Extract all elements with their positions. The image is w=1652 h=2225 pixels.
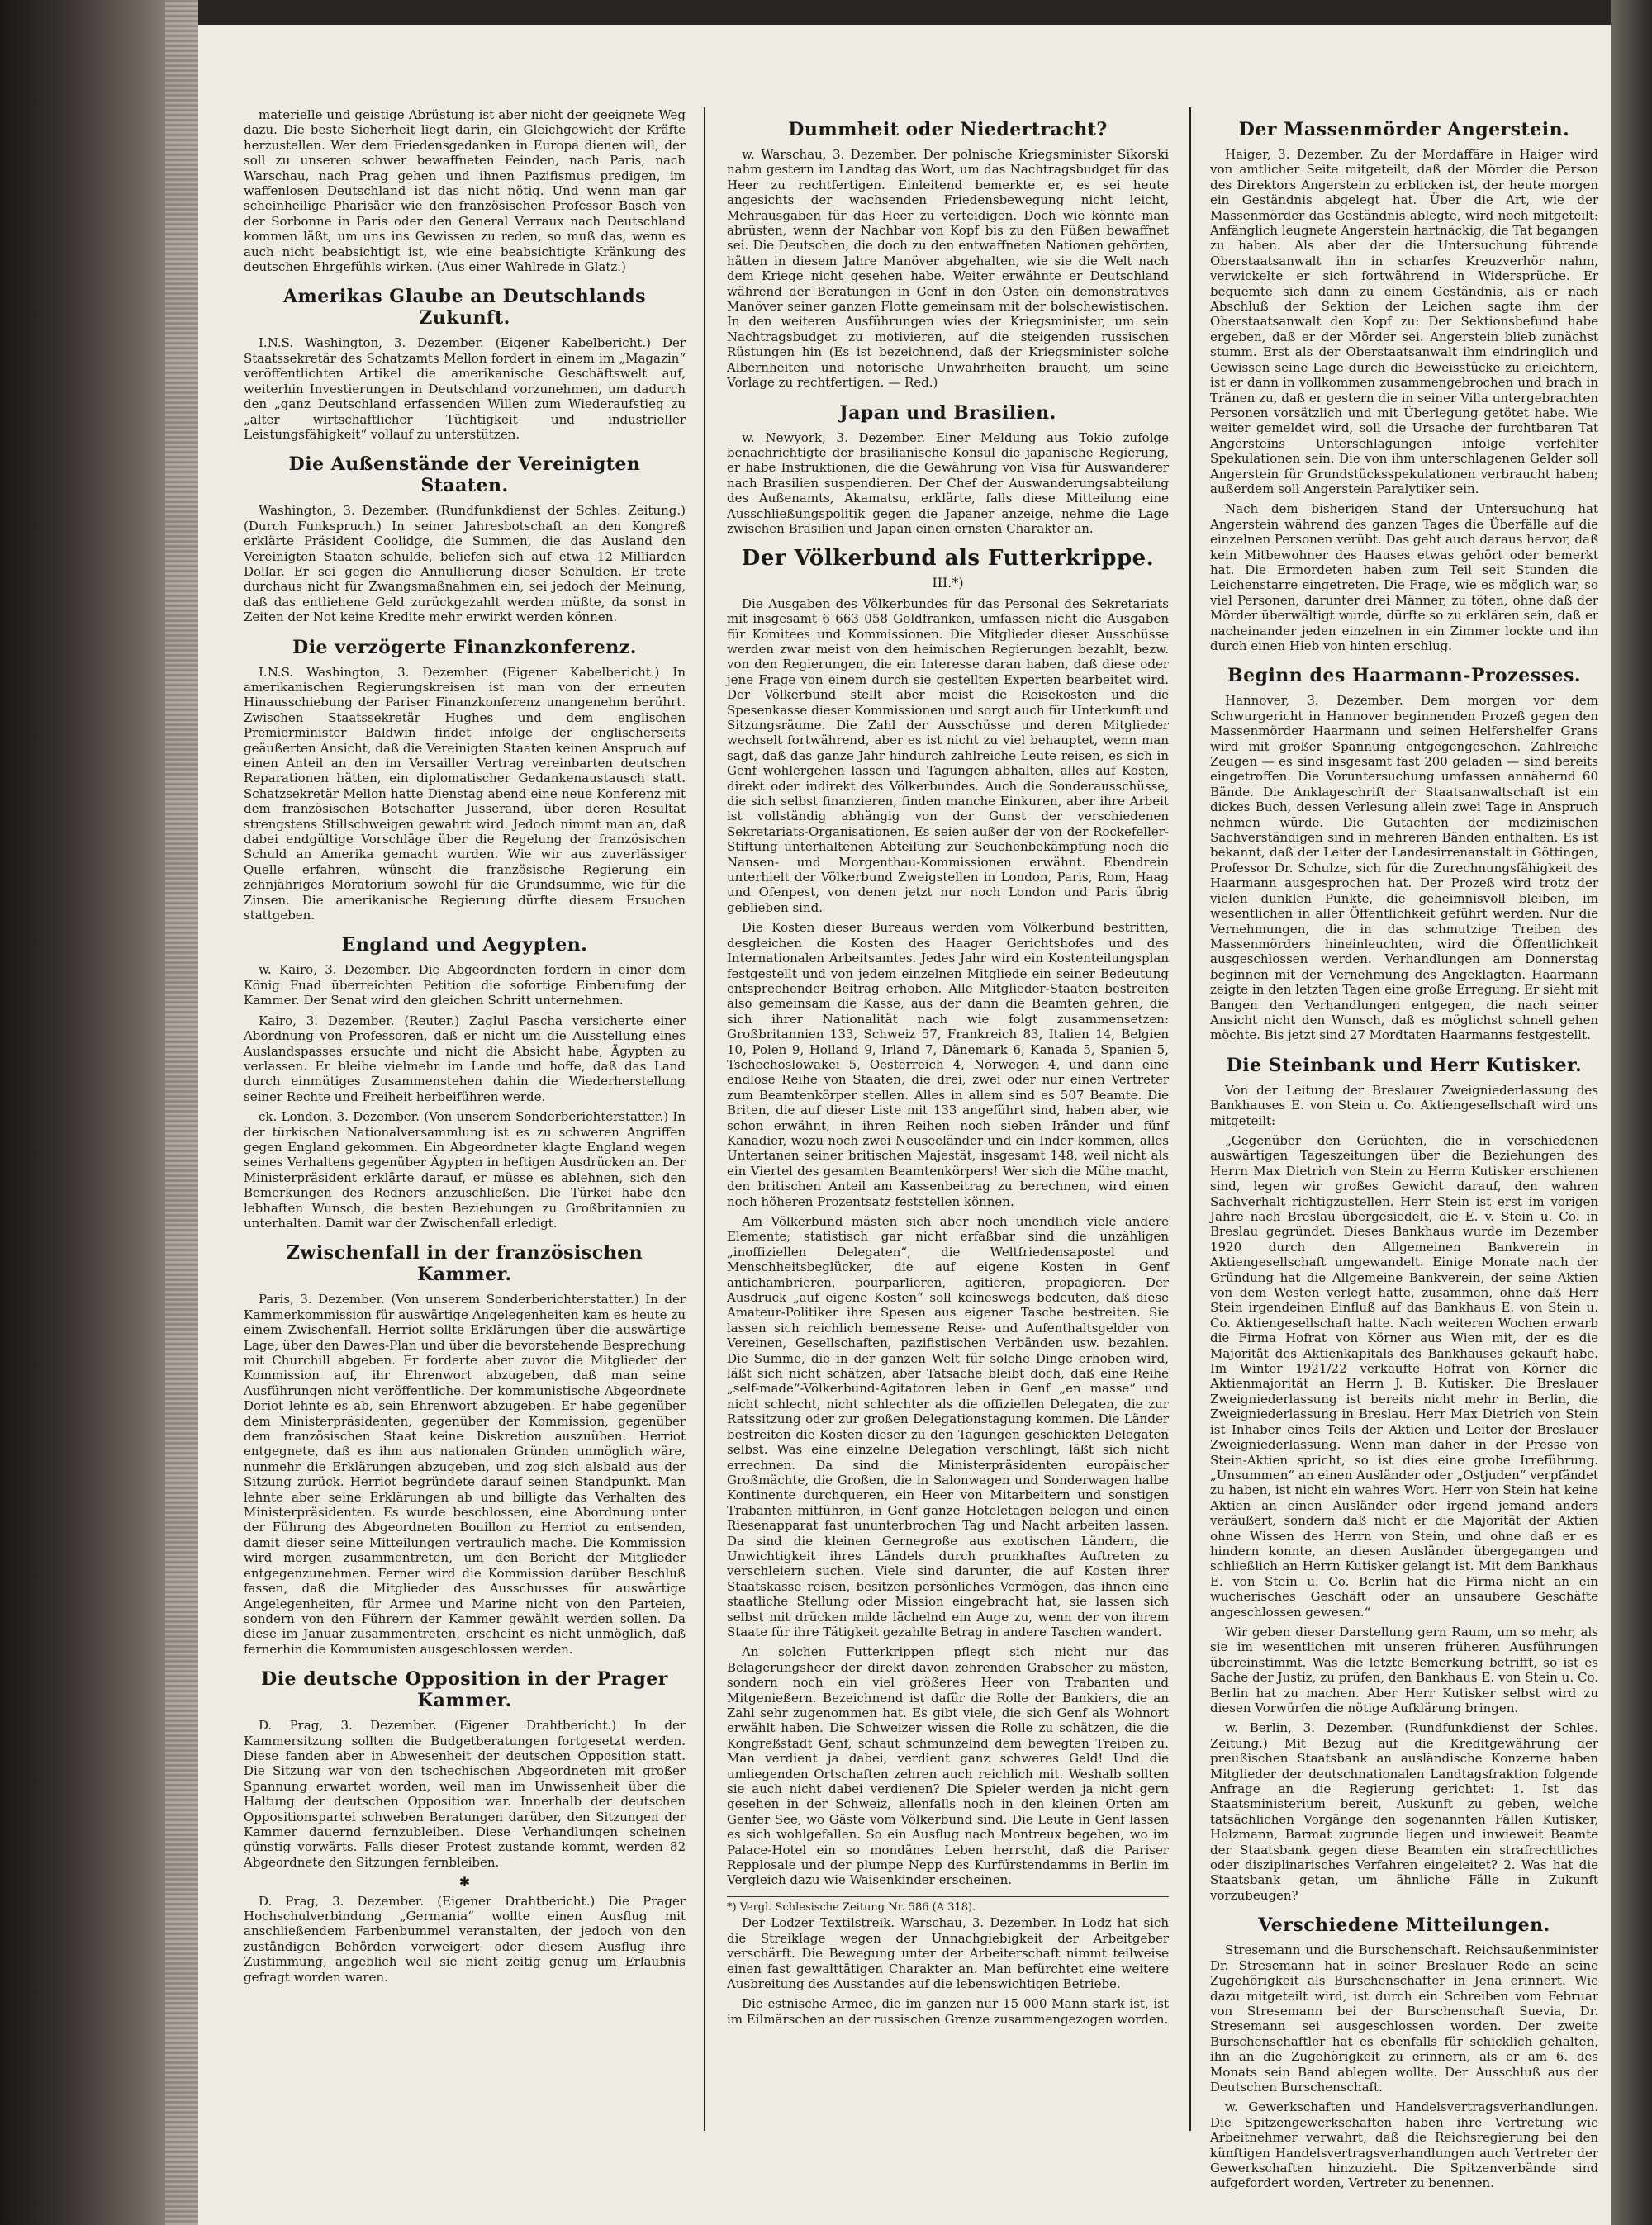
headline: Die deutsche Opposition in der Prager Kammer. — [261, 1668, 668, 1712]
article-text: D. Prag, 3. Dezember. (Eigener Drahtbericht.) Die Prager Hochschulverbindung „Germania“ wollte einen Ausflug mit anschließendem Farbenbummel veranstalten, der jedoch von den zuständigen Behörden verweigert oder diesem Ausflug ihre Zustimmung, angeblich weil sie nicht zeitig genug um Erlaubnis gefragt worden waren. — [244, 1893, 686, 1985]
headline: Der Massenmörder Angerstein. — [1238, 119, 1570, 140]
page-edges — [165, 0, 198, 2225]
headline: Beginn des Haarmann-Prozesses. — [1227, 665, 1582, 687]
article-text: Die Ausgaben des Völkerbundes für das Personal des Sekretariats mit insgesamt 6 663 058 Goldfranken, umfassen nicht die Ausgaben für Komitees und Kommissionen. Die Mitglieder dieser Ausschüsse werden zwar meist von den heimischen Regierungen bezahlt, bezw. von den Regierungen, die ein Interesse daran haben, daß diese oder jene Frage von einem durch sie gestellten Experten bearbeitet wird. Der Völkerbund stellt aber meist die Reisekosten und die Spesenkasse dieser Kommissionen und sorgt auch für Unterkunft und Sitzungsräume. Die Zahl der Ausschüsse und deren Mitglieder wechselt fortwährend, aber es ist nicht zu viel behauptet, wenn man sagt, daß das ganze Jahr hindurch zahlreiche Leute reisen, es sich in Genf wohlergehen lassen und Tagungen abhalten, alles auf Kosten, direkt oder indirekt des Völkerbundes. Auch die Sonderausschüsse, die sich selbst finanzieren, finden manche Einkuren, aber ihre Arbeit ist vollständig abhängig von der Gunst der verschiedenen Sekretariats-Organisationen. Es seien außer der von der Rockefeller-Stiftung unterhaltenen Abteilung zur Seuchenbekämpfung noch die Nansen- und Morgenthau-Kommissionen erwähnt. Ebendrein unterhielt der Völkerbund Zweigstellen in London, Paris, Rom, Haag und Ofenpest, von denen jetzt nur noch London und Paris übrig geblieben sind. — [727, 595, 1169, 915]
separator-mark: ✱ — [458, 1874, 471, 1891]
subheadline: III.*) — [932, 575, 964, 591]
article-text: w. Warschau, 3. Dezember. Der polnische Kriegsminister Sikorski nahm gestern im Landtag das Wort, um das Nachtragsbudget für das Heer zu rechtfertigen. Einleitend bemerkte er, es sei heute angesichts der wachsenden Friedensbewegung nicht leicht, Mehrausgaben für das Heer zu verteidigen. Doch wie könnte man abrüsten, wenn der Nachbar von Kopf bis zu den Füßen bewaffnet sei. Die Deutschen, die doch zu den entwaffneten Nationen gehörten, hätten in diesem Jahre Manöver abgehalten, wie sie die Welt nach dem Kriege nicht gesehen habe. Weiter erwähnte er Deutschland während der Beratungen in Genf in den Osten ein demonstratives Manöver seiner ganzen Flotte gemeinsam mit der bolschewistischen. In den weiteren Ausführungen wies der Kriegsminister, um sein Nachtragsbudget zu motivieren, auf die steigenden russischen Rüstungen hin (Es ist bezeichnend, daß der Kriegsminister solche Albernheiten und notorische Unwahrheiten braucht, um seine Vorlage zu rechtfertigen. — Red.) — [727, 147, 1169, 391]
footnote: *) Vergl. Schlesische Zeitung Nr. 586 (A 318). — [727, 1896, 1169, 1915]
article-text: Kairo, 3. Dezember. (Reuter.) Zaglul Pascha versicherte einer Abordnung von Professoren, daß er nicht um die Ausstellung eines Auslandspasses ersuchte und nicht die Absicht habe, Ägypten zu verlassen. Er bleibe vielmehr im Lande und hoffe, daß das Land durch einmütiges Zusammenstehen dahin die Wiederherstellung seiner Rechte und Freiheit herbeiführen werde. — [244, 1013, 686, 1104]
headline: England und Aegypten. — [341, 934, 588, 956]
article-text: materielle und geistige Abrüstung ist aber nicht der geeignete Weg dazu. Die beste Sicherheit liegt darin, ein Gleichgewicht der Kräfte herzustellen. Wer dem Friedensgedanken in Europa dienen will, der soll zu unseren schwer bewaffneten Feinden, nach Paris, nach Warschau, nach Prag gehen und ihnen Pazifismus predigen, im waffenlosen Deutschland ist das nicht nötig. Und wenn man gar scheinheilige Pharisäer wie den französischen Professor Basch von der Sorbonne in Paris oder den General Verraux nach Deutschland kommen läßt, um uns ins Gewissen zu reden, so muß das, wenn es auch nicht beabsichtigt ist, wie eine beabsichtigte Kränkung des deutschen Ehrgefühls wirken. (Aus einer Wahlrede in Glatz.) — [244, 107, 686, 275]
article-text: I.N.S. Washington, 3. Dezember. (Eigener Kabelbericht.) Der Staatssekretär des Schatzamts Mellon fordert in einem im „Magazin“ veröffentlichten Artikel die amerikanische Geschäftswelt auf, weiterhin Investierungen in Deutschland vorzunehmen, um dadurch den „ganz Deutschland erfassenden Willen zum Wiederaufstieg zu „alter wirtschaftlicher Tüchtigkeit und industrieller Leistungsfähigkeit“ vollauf zu unterstützen. — [244, 335, 686, 442]
headline: Der Völkerbund als Futterkrippe. — [741, 546, 1155, 572]
article-text: Stresemann und die Burschenschaft. Reichsaußenminister Dr. Stresemann hat in seiner Breslauer Rede an seine Zugehörigkeit als Burschenschafter in Jena erinnert. Wie dazu mitgeteilt wird, ist durch ein Schreiben vom Februar von Stresemann bei der Burschenschaft Suevia, Dr. Stresemann sei ausgeschlossen worden. Der zweite Burschenschaftler hat es ebenfalls für schicklich gehalten, ihn an die Zugehörigkeit zu erinnern, als er am 6. des Monats sein Band ablegen wollte. Der Ausschluß aus der Deutschen Burschenschaft. — [1210, 1943, 1598, 2095]
article-text: Washington, 3. Dezember. (Rundfunkdienst der Schles. Zeitung.) (Durch Funkspruch.) In seiner Jahresbotschaft an den Kongreß erklärte Präsident Coolidge, die Summen, die das Ausland den Vereinigten Staaten schulde, beliefen sich auf etwa 12 Milliarden Dollar. Er sei gegen die Annullierung dieser Schulden. Er trete durchaus nicht für Zwangsmaßnahmen ein, sei jedoch der Meinung, daß das entliehene Geld zurückgezahlt werden müßte, da sonst in Zeiten der Not keine Kredite mehr erwirkt werden können. — [244, 503, 686, 625]
article-text: I.N.S. Washington, 3. Dezember. (Eigener Kabelbericht.) In amerikanischen Regierungskreisen ist man von der erneuten Hinausschiebung der Pariser Finanzkonferenz unangenehm berührt. Zwischen Staatssekretär Hughes und dem englischen Premierminister Baldwin findet infolge der englischerseits geäußerten Ansicht, daß die Vereinigten Staaten keinen Anspruch auf einen Anteil an den im Versailler Vertrag vereinbarten deutschen Reparationen hätten, ein diplomatischer Gedankenaustausch statt. Schatzsekretär Mellon hatte Dienstag abend eine neue Konferenz mit dem französischen Botschafter Jusserand, über deren Resultat strengstens Stillschweigen gewahrt wird. Jedoch nimmt man an, daß dabei endgültige Vorschläge über die Regelung der französischen Schuld an Amerika gemacht wurden. Wie wir aus zuverlässiger Quelle erfahren, wünscht die französische Regierung ein zehnjähriges Moratorium sowohl für die Grundsumme, wie für die Zinsen. Die amerikanische Regierung dürfte diesem Ersuchen stattgeben. — [244, 664, 686, 923]
article-text: w. Gewerkschaften und Handelsvertragsverhandlungen. Die Spitzengewerkschaften haben ihre Vertretung wie Arbeitnehmer verwahrt, daß die Reichsregierung bei den künftigen Handelsvertragsverhandlungen auch Vertreter der Gewerkschaften hinzuzieht. Die Spitzenverbände sind aufgefordert worden, Vertreter zu benennen. — [1210, 2099, 1598, 2191]
article-text: D. Prag, 3. Dezember. (Eigener Drahtbericht.) In der Kammersitzung sollten die Budgetberatungen fortgesetzt werden. Diese fanden aber in Abwesenheit der deutschen Opposition statt. Die Sitzung war von den tschechischen Abgeordneten mit großer Spannung erwartet worden, weil man im Unwissenheit über die Haltung der deutschen Opposition war. Innerhalb der deutschen Oppositionspartei schweben Beratungen darüber, den Sitzungen der Kammer dauernd fernzubleiben. Diese Verhandlungen scheinen günstig vorwärts. Falls dieser Protest zustande kommt, werden 82 Abgeordnete den Sitzungen fernbleiben. — [244, 1718, 686, 1870]
article-text: Die estnische Armee, die im ganzen nur 15 000 Mann stark ist, ist im Eilmärschen an der russischen Grenze zusammengezogen worden. — [727, 1996, 1169, 2027]
article-text: Wir geben dieser Darstellung gern Raum, um so mehr, als sie im wesentlichen mit unseren früheren Ausführungen übereinstimmt. Was die letzte Bemerkung betrifft, so ist es Sache der Justiz, zu prüfen, den Bankhaus E. von Stein u. Co. Berlin hat zu machen. Aber Herr Kutisker selbst wird zu diesen Vorwürfen die nötige Aufklärung bringen. — [1210, 1624, 1598, 1715]
headline: Amerikas Glaube an Deutschlands Zukunft. — [282, 286, 647, 330]
article-text: Hannover, 3. Dezember. Dem morgen vor dem Schwurgericht in Hannover beginnenden Prozeß gegen den Massenmörder Haarmann und seinen Helfershelfer Grans wird mit großer Spannung entgegengesehen. Zahlreiche Zeugen — es sind insgesamt fast 200 geladen — sind bereits eingetroffen. Die Voruntersuchung umfassen annähernd 60 Bände. Die Anklageschrift der Staatsanwaltschaft ist ein dickes Buch, dessen Verlesung allein zwei Tage in Anspruch nehmen würde. Die Gutachten der medizinischen Sachverständigen sind in mehreren Bänden enthalten. Es ist bekannt, daß der Leiter der Landesirrenanstalt in Göttingen, Professor Dr. Schulze, sich für die Zurechnungsfähigkeit des Haarmann ausgesprochen hat. Der Prozeß wird trotz der vielen dunklen Punkte, die geheimnisvoll bleiben, im wesentlichen in aller Öffentlichkeit geführt werden. Nur die Vernehmungen, die in das schmutzige Treiben des Massenmörders hineinleuchten, wird die Öffentlichkeit ausgeschlossen werden. Verhandlungen am Donnerstag beginnen mit der Vernehmung des Angeklagten. Haarmann zeigte in den letzten Tagen eine große Erregung. Er sieht mit Bangen den Verhandlungen entgegen, die nach seiner Ansicht nicht den Wunsch, daß es möglichst schnell gehen möchte. Bis jetzt sind 27 Mordtaten Haarmanns festgestellt. — [1210, 693, 1598, 1043]
article-text: Am Völkerbund mästen sich aber noch unendlich viele andere Elemente; statistisch gar nicht erfaßbar sind die unzähligen „inoffiziellen Delegaten“, die Weltfriedensapostel und Menschheitsbeglücker, die auf eigene Kosten in Genf antichambrieren, pourparlieren, agitieren, propagieren. Der Ausdruck „auf eigene Kosten“ soll keineswegs bedeuten, daß diese Amateur-Politiker ihre Spesen aus eigener Tasche bestreiten. Sie lassen sich reichlich bemessene Reise- und Aufenthaltsgelder von Vereinen, Gesellschaften, pazifistischen Verbänden usw. bezahlen. Die Summe, die in der ganzen Welt für solche Dinge erhoben wird, läßt sich nicht schätzen, aber Tatsache bleibt doch, daß eine Reihe „self-made“-Völkerbund-Agitatoren leben in Genf „en masse“ und nicht schlecht, nicht schlechter als die offiziellen Delegaten, die zur Ratssitzung oder zur großen Delegationstagung kommen. Die Länder bestreiten die Kosten dieser zu den Tagungen geschickten Delegaten selbst. Was eine einzelne Delegation verschlingt, läßt sich nicht errechnen. Da sind die Ministerpräsidenten europäischer Großmächte, die Großen, die in Salonwagen und Sonderwagen halbe Kontinente durchqueren, ein Heer von Mitarbeitern und sonstigen Trabanten mitführen, in Genf ganze Hoteletagen belegen und einen Riesenapparat fast ununterbrochen Tag und Nacht arbeiten lassen. Da sind die kleinen Gernegroße aus exotischen Ländern, die Unwichtigkeit ihres Ländels durch prunkhaftes Auftreten zu verschleiern suchen. Viele sind darunter, die auf Kosten ihrer Staatskasse reisen, besitzen persönliches Vermögen, das ihnen eine staatliche Stellung oder Mission eingebracht hat, sie lassen sich selbst mit drücken milde lächelnd ein Auge zu, wenn der von ihrem Staate für ihre Tätigkeit gezahlte Betrag in andere Taschen wandert. — [727, 1214, 1169, 1639]
column-rule — [1189, 107, 1191, 2131]
headline: Verschiedene Mitteilungen. — [1258, 1914, 1550, 1937]
article-text: w. Kairo, 3. Dezember. Die Abgeordneten fordern in einer dem König Fuad überreichten Petition die sofortige Einberufung der Kammer. Der Senat wird den gleichen Schritt unternehmen. — [244, 962, 686, 1008]
facing-page-shadow — [1611, 0, 1652, 2225]
article-text: ck. London, 3. Dezember. (Von unserem Sonderberichterstatter.) In der türkischen Nationalversammlung ist es zu schweren Angriffen gegen England gekommen. Ein Abgeordneter klagte England wegen seines Verhaltens gegenüber Ägypten in heftigen Ausdrücken an. Der Ministerpräsident erklärte darauf, er müsse es ablehnen, sich den Bemerkungen des Redners anzuschließen. Die Türkei habe den lebhaften Wunsch, die besten Beziehungen zu Großbritannien zu unterhalten. Damit war der Zwischenfall erledigt. — [244, 1109, 686, 1231]
headline: Die verzögerte Finanzkonferenz. — [292, 636, 637, 658]
column-3 — [1210, 107, 1598, 2191]
column-2 — [727, 107, 1169, 2131]
headline: Zwischenfall in der französischen Kammer. — [286, 1242, 643, 1286]
article-text: Haiger, 3. Dezember. Zu der Mordaffäre in Haiger wird von amtlicher Seite mitgeteilt, daß der Mörder die Person des Direktors Angerstein zu erblicken ist, der heute morgen ein Geständnis abgelegt hat. Über die Art, wie der Massenmörder das Geständnis ablegte, wird noch mitgeteilt: Anfänglich leugnete Angerstein hartnäckig, die Tat begangen zu haben. Als aber der die Untersuchung führende Oberstaatsanwalt ihn in scharfes Kreuzverhör nahm, verwickelte er sich fortwährend in Widersprüche. Er bequemte sich dann zu einem Geständnis, als er nach Abschluß der Sektion der Leichen sagte ihm der Oberstaatsanwalt den Kopf zu: Der Sektionsbefund habe ergeben, daß er der Mörder sei. Angerstein blieb zunächst stumm. Erst als der Oberstaatsanwalt ihm eindringlich und Gewissen seine Lage durch die Beweisstücke zu erleichtern, ist er dann in vollkommen zusammengebrochen und brach in Tränen zu, daß er gestern die in seiner Villa untergebrachten Personen vorsätzlich und mit Überlegung getötet habe. Wie weiter gemeldet wird, soll die Ursache der furchtbaren Tat Angersteins Unterschlagungen infolge verfehlter Spekulationen sein. Die von ihm unterschlagenen Gelder soll Angerstein für Grundstücksspekulationen verbraucht haben; außerdem soll Angerstein Paralytiker sein. — [1210, 147, 1598, 496]
headline: Dummheit oder Niedertracht? — [788, 119, 1108, 140]
headline: Die Steinbank und Herr Kutisker. — [1226, 1054, 1583, 1076]
article-text: Paris, 3. Dezember. (Von unserem Sonderberichterstatter.) In der Kammerkommission für auswärtige Angelegenheiten kam es heute zu einem Zwischenfall. Herriot sollte Erklärungen über die auswärtige Lage, über den Dawes-Plan und über die bevorstehende Besprechung mit Churchill abgeben. Er forderte aber zuvor die Mitglieder der Kommission auf, ihr Ehrenwort abzugeben, daß man seine Ausführungen nicht veröffentliche. Der kommunistische Abgeordnete Doriot lehnte es ab, sein Ehrenwort abzugeben. Er habe gegenüber dem Ministerpräsidenten, gegenüber der Kommission, gegenüber dem französischen Staat keine Diskretion auszuüben. Herriot entgegnete, daß es ihm aus nationalen Gründen unmöglich wäre, nunmehr die Erklärungen abzugeben, und zog sich alsbald aus der Sitzung zurück. Herriot begründete darauf seinen Standpunkt. Man lehnte aber seine Erklärungen ab und billigte das Verhalten des Ministerpräsidenten. Es wurde beschlossen, eine Abordnung unter der Führung des Abgeordneten Bouillon zu Herriot zu entsenden, damit dieser seine Mitteilungen vertraulich mache. Die Kommission wird morgen zusammentreten, um den Bericht der Mitglieder entgegenzunehmen. Ferner wird die Kommission darüber Beschluß fassen, daß die Mitglieder des Ausschusses für auswärtige Angelegenheiten, für Armee und Marine nicht von den Parteien, sondern von den Führern der Kammer gewählt werden sollen. Da diese im Januar zusammentreten, erscheint es nicht unmöglich, daß fernerhin die Kommunisten ausgeschlossen werden. — [244, 1292, 686, 1657]
column-1 — [244, 107, 686, 2131]
article-text: Die Kosten dieser Bureaus werden vom Völkerbund bestritten, desgleichen die Kosten des Haager Gerichtshofes und des Internationalen Arbeitsamtes. Jedes Jahr wird ein Kostenteilungsplan festgestellt und von jedem einzelnen Mitgliede ein seiner Bedeutung entsprechender Beitrag erhoben. Alle Mitglieder-Staaten bestreiten also gemeinsam die Kasse, aus der dann die Beamten gehren, die sich ihrer Nationalität nach wie folgt zusammensetzen: Großbritannien 133, Schweiz 57, Frankreich 83, Italien 14, Belgien 10, Polen 9, Holland 9, Irland 7, Dänemark 6, Kanada 5, Spanien 5, Tschechoslowakei 5, Oesterreich 4, Norwegen 4, und dann eine endlose Reihe von Staaten, die drei, zwei oder nur einen Vertreter zum Beamtenkörper stellen. Alles in allem sind es 507 Beamte. Die Briten, die auf dieser Liste mit 133 angeführt sind, haben aber, wie schon erwähnt, in ihren Reihen noch sieben Iränder und fünf Kanadier, wozu noch zwei Neuseeländer und ein Inder kommen, alles Untertanen seiner britischen Majestät, insgesamt 148, weil nicht als ein Viertel des gesamten Beamtenkörpers! Wer sich die Mühe macht, den britischen Anteil am Kassenbeitrag zu berechnen, wird einen noch höheren Prozentsatz feststellen können. — [727, 920, 1169, 1209]
newspaper-page — [198, 25, 1611, 2225]
article-text: Der Lodzer Textilstreik. Warschau, 3. Dezember. In Lodz hat sich die Streiklage wegen der Unnachgiebigkeit der Arbeitgeber verschärft. Die Bewegung unter der Arbeiterschaft nimmt teilweise einen fast gewalttätigen Charakter an. Man befürchtet eine weitere Ausbreitung des Ausstandes auf die lebenswichtigen Betriebe. — [727, 1915, 1169, 1991]
article-text: „Gegenüber den Gerüchten, die in verschiedenen auswärtigen Tageszeitungen über die Beziehungen des Herrn Max Dietrich von Stein zu Herrn Kutisker erschienen sind, legen wir großes Gewicht darauf, den wahren Sachverhalt richtigzustellen. Herr Stein ist erst im vorigen Jahre nach Breslau übergesiedelt, die E. v. Stein u. Co. in Breslau gegründet. Dieses Bankhaus wurde im Dezember 1920 durch den Allgemeinen Bankverein in Aktiengesellschaft umgewandelt. Einige Monate nach der Gründung hat die Allgemeine Bankverein, der seine Aktien von dem Westen verlegt hatte, zusammen, ohne daß Herr Stein irgendeinen Einfluß auf das Bankhaus E. von Stein u. Co. Aktiengesellschaft hatte. Nach weiteren Wochen erwarb die Firma Hofrat von Körner aus Wien mit, der es die Majorität des Aktienkapitals des Bankhauses gekauft habe. Im Winter 1921/22 verkaufte Hofrat von Körner die Aktienmajorität an Herrn J. B. Kutisker. Die Breslauer Zweigniederlassung ist bereits nicht mehr in Berlin, die Zweigniederlassung in Breslau. Herr Max Dietrich von Stein ist Inhaber eines Teils der Aktien und Leiter der Breslauer Zweigniederlassung. Wenn man daher in der Presse von Stein-Aktien spricht, so ist dies eine grobe Irreführung. „Unsummen“ an einen Ausländer oder „Ostjuden“ verpfändet zu haben, ist nicht ein wahres Wort. Herr von Stein hat keine Aktien an einen Ausländer oder irgend jemand anders veräußert, sondern daß nicht er die Majorität der Aktien ohne Wissen des Herrn von Stein, und ohne daß er es hindern konnte, an diesen Ausländer übergegangen und schließlich an Herrn Kutisker gelangt ist. Mit dem Bankhaus E. von Stein u. Co. Berlin hat die Firma nicht an ein wucherisches Geschäft oder an unsaubere Geschäfte angeschlossen gewesen.“ — [1210, 1132, 1598, 1620]
article-text: An solchen Futterkrippen pflegt sich nicht nur das Belagerungsheer der direkt davon zehrenden Grabscher zu mästen, sondern noch ein viel größeres Heer von Trabanten und Mitgenießern. Bezeichnend ist dafür die Rolle der Bankiers, die an Zahl sehr zugenommen hat. Es gibt viele, die sich Genf als Wohnort erwählt haben. Die Schweizer wissen die Rolle zu schätzen, die die Kongreßstadt Genf, schaut schmunzelnd dem bewegten Treiben zu. Man verdient ja dabei, verdient ganz schweres Geld! Und die umliegenden Ortschaften zehren auch reichlich mit. Weshalb sollten sie auch nicht dabei verdienen? Die Spieler werden ja nicht gern gesehen in der Schweiz, allenfalls noch in den kleinen Orten am Genfer See, wo Gäste vom Völkerbund sind. Die Leute in Genf lassen es sich wohlgefallen. So ein Ausflug nach Montreux begeben, wo im Palace-Hotel ein so mondänes Leben herrscht, daß die Pariser Repplosale und der plumpe Nepp des Kurfürstendamms in Berlin im Vergleich dazu wie Waisenkinder erscheinen. — [727, 1644, 1169, 1888]
article-text: Von der Leitung der Breslauer Zweigniederlassung des Bankhauses E. von Stein u. Co. Aktiengesellschaft wird uns mitgeteilt: — [1210, 1082, 1598, 1128]
headline: Japan und Brasilien. — [839, 401, 1056, 424]
article-text: Nach dem bisherigen Stand der Untersuchung hat Angerstein während des ganzen Tages die Überfälle auf die einzelnen Personen verübt. Das geht auch daraus hervor, daß kein Mitbewohner des Hauses etwas gehört oder bemerkt hat. Die Ermordeten haben zum Teil seit Stunden die Leichenstarre eingetreten. Die Frage, wie es möglich war, so viel Personen, darunter drei Männer, zu töten, ohne daß der Mörder überwältigt wurde, dürfte so zu erklären sein, daß er nacheinander jeden einzelnen in ein Zimmer lockte und ihn durch einen Hieb von hinten erschlug. — [1210, 501, 1598, 653]
article-text: w. Berlin, 3. Dezember. (Rundfunkdienst der Schles. Zeitung.) Mit Bezug auf die Kreditgewährung der preußischen Staatsbank an ausländische Konzerne haben Mitglieder der deutschnationalen Landtagsfraktion folgende Anfrage an die Regierung gerichtet: 1. Ist das Staatsministerium bereit, Auskunft zu geben, welche tatsächlichen Vorgänge den sogenannten Fällen Kutisker, Holzmann, Barmat zugrunde liegen und inwieweit Beamte der Staatsbank gegen diese Beamten ein strafrechtliches oder disziplinarisches Verfahren eingeleitet? 2. Was hat die Staatsbank getan, um ähnliche Fälle in Zukunft vorzubeugen? — [1210, 1720, 1598, 1903]
column-rule — [704, 107, 705, 2131]
headline: Die Außenstände der Vereinigten Staaten. — [288, 453, 641, 497]
article-text: w. Newyork, 3. Dezember. Einer Meldung aus Tokio zufolge benachrichtigte der brasilianische Konsul die japanische Regierung, er habe Instruktionen, die die Gewährung von Visa für Auswanderer nach Brasilien suspendieren. Der Chef der Auswanderungsabteilung des Außenamts, Akamatsu, erklärte, falls diese Mitteilung eine Ausschließungspolitik gegen die Japaner anzeige, nehme die Lage zwischen Brasilien und Japan einen ernsten Charakter an. — [727, 429, 1169, 536]
